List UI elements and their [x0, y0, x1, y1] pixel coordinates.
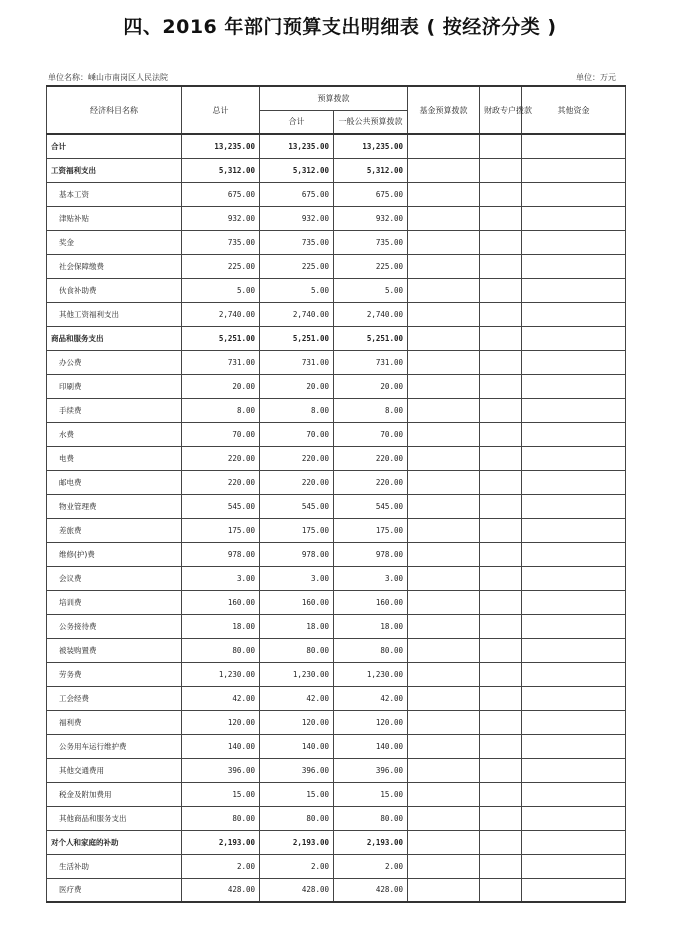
row-name-cell: 伙食补助费 [47, 278, 182, 302]
row-total-cell: 140.00 [182, 734, 260, 758]
row-fund-budget-cell [408, 782, 480, 806]
header-other-funds: 其他资金 [522, 86, 626, 134]
row-total-cell: 2.00 [182, 854, 260, 878]
row-fiscal-special-cell [480, 326, 522, 350]
table-row [47, 182, 626, 206]
row-other-funds-cell [522, 158, 626, 182]
row-total-cell: 2,193.00 [182, 830, 260, 854]
table-row [47, 710, 626, 734]
row-appropriation-total-cell: 932.00 [260, 206, 334, 230]
table-row [47, 806, 626, 830]
row-appropriation-total-cell: 5,312.00 [260, 158, 334, 182]
row-fiscal-special-cell [480, 134, 522, 158]
row-appropriation-total-cell: 2,740.00 [260, 302, 334, 326]
row-fiscal-special-cell [480, 614, 522, 638]
table-row [47, 590, 626, 614]
row-fund-budget-cell [408, 206, 480, 230]
row-fund-budget-cell [408, 518, 480, 542]
row-name-cell: 工会经费 [47, 686, 182, 710]
row-total-cell: 5.00 [182, 278, 260, 302]
row-fiscal-special-cell [480, 758, 522, 782]
row-other-funds-cell [522, 686, 626, 710]
row-fund-budget-cell [408, 182, 480, 206]
row-other-funds-cell [522, 398, 626, 422]
row-name-cell: 电费 [47, 446, 182, 470]
row-fund-budget-cell [408, 590, 480, 614]
row-fiscal-special-cell [480, 806, 522, 830]
header-general-public: 一般公共预算拨款 [334, 110, 408, 134]
row-general-public-cell: 13,235.00 [334, 134, 408, 158]
row-name-cell: 生活补助 [47, 854, 182, 878]
row-other-funds-cell [522, 254, 626, 278]
row-other-funds-cell [522, 494, 626, 518]
header-fund-budget: 基金预算拨款 [408, 86, 480, 134]
row-fund-budget-cell [408, 542, 480, 566]
row-appropriation-total-cell: 220.00 [260, 470, 334, 494]
table-row [47, 782, 626, 806]
row-fiscal-special-cell [480, 350, 522, 374]
row-fund-budget-cell [408, 134, 480, 158]
row-total-cell: 5,251.00 [182, 326, 260, 350]
row-name-cell: 手续费 [47, 398, 182, 422]
table-row [47, 254, 626, 278]
row-fiscal-special-cell [480, 254, 522, 278]
header-name: 经济科目名称 [47, 86, 182, 134]
row-appropriation-total-cell: 731.00 [260, 350, 334, 374]
row-fiscal-special-cell [480, 782, 522, 806]
row-fund-budget-cell [408, 830, 480, 854]
row-general-public-cell: 5.00 [334, 278, 408, 302]
row-other-funds-cell [522, 278, 626, 302]
row-other-funds-cell [522, 302, 626, 326]
row-total-cell: 15.00 [182, 782, 260, 806]
row-fiscal-special-cell [480, 374, 522, 398]
table-header [47, 86, 626, 134]
row-fiscal-special-cell [480, 518, 522, 542]
row-general-public-cell: 80.00 [334, 806, 408, 830]
row-fiscal-special-cell [480, 686, 522, 710]
row-total-cell: 225.00 [182, 254, 260, 278]
table-row [47, 566, 626, 590]
row-appropriation-total-cell: 140.00 [260, 734, 334, 758]
row-appropriation-total-cell: 5,251.00 [260, 326, 334, 350]
row-fiscal-special-cell [480, 422, 522, 446]
row-fund-budget-cell [408, 710, 480, 734]
row-appropriation-total-cell: 160.00 [260, 590, 334, 614]
row-other-funds-cell [522, 374, 626, 398]
row-total-cell: 8.00 [182, 398, 260, 422]
row-fiscal-special-cell [480, 710, 522, 734]
row-general-public-cell: 120.00 [334, 710, 408, 734]
row-fund-budget-cell [408, 446, 480, 470]
row-other-funds-cell [522, 758, 626, 782]
row-fiscal-special-cell [480, 638, 522, 662]
row-other-funds-cell [522, 542, 626, 566]
row-name-cell: 差旅费 [47, 518, 182, 542]
row-fund-budget-cell [408, 326, 480, 350]
row-general-public-cell: 70.00 [334, 422, 408, 446]
row-general-public-cell: 220.00 [334, 470, 408, 494]
row-total-cell: 675.00 [182, 182, 260, 206]
row-name-cell: 对个人和家庭的补助 [47, 830, 182, 854]
row-fiscal-special-cell [480, 566, 522, 590]
row-appropriation-total-cell: 70.00 [260, 422, 334, 446]
row-general-public-cell: 545.00 [334, 494, 408, 518]
table-row [47, 470, 626, 494]
category-row [47, 158, 626, 182]
row-general-public-cell: 932.00 [334, 206, 408, 230]
row-fiscal-special-cell [480, 734, 522, 758]
table-row [47, 758, 626, 782]
row-other-funds-cell [522, 590, 626, 614]
table-row [47, 302, 626, 326]
row-other-funds-cell [522, 350, 626, 374]
row-appropriation-total-cell: 5.00 [260, 278, 334, 302]
row-fiscal-special-cell [480, 470, 522, 494]
row-fund-budget-cell [408, 302, 480, 326]
row-fund-budget-cell [408, 638, 480, 662]
row-appropriation-total-cell: 428.00 [260, 878, 334, 902]
table-row [47, 374, 626, 398]
table-row [47, 398, 626, 422]
row-fiscal-special-cell [480, 830, 522, 854]
row-appropriation-total-cell: 225.00 [260, 254, 334, 278]
row-name-cell: 会议费 [47, 566, 182, 590]
row-total-cell: 42.00 [182, 686, 260, 710]
row-name-cell: 工资福利支出 [47, 158, 182, 182]
row-name-cell: 水费 [47, 422, 182, 446]
row-total-cell: 396.00 [182, 758, 260, 782]
row-name-cell: 物业管理费 [47, 494, 182, 518]
row-other-funds-cell [522, 854, 626, 878]
row-fund-budget-cell [408, 254, 480, 278]
row-appropriation-total-cell: 80.00 [260, 806, 334, 830]
row-total-cell: 220.00 [182, 446, 260, 470]
row-total-cell: 545.00 [182, 494, 260, 518]
row-general-public-cell: 396.00 [334, 758, 408, 782]
table-row [47, 446, 626, 470]
row-other-funds-cell [522, 326, 626, 350]
row-general-public-cell: 3.00 [334, 566, 408, 590]
row-appropriation-total-cell: 120.00 [260, 710, 334, 734]
row-appropriation-total-cell: 20.00 [260, 374, 334, 398]
row-total-cell: 735.00 [182, 230, 260, 254]
row-total-cell: 80.00 [182, 806, 260, 830]
row-fiscal-special-cell [480, 158, 522, 182]
row-total-cell: 1,230.00 [182, 662, 260, 686]
row-other-funds-cell [522, 806, 626, 830]
row-fiscal-special-cell [480, 230, 522, 254]
row-general-public-cell: 225.00 [334, 254, 408, 278]
row-total-cell: 13,235.00 [182, 134, 260, 158]
row-fiscal-special-cell [480, 494, 522, 518]
row-total-cell: 731.00 [182, 350, 260, 374]
header-appropriation-total: 合计 [260, 110, 334, 134]
header-appropriation-group: 预算拨款 [260, 86, 408, 110]
row-fund-budget-cell [408, 350, 480, 374]
row-total-cell: 2,740.00 [182, 302, 260, 326]
table-row [47, 878, 626, 902]
row-other-funds-cell [522, 830, 626, 854]
row-fiscal-special-cell [480, 302, 522, 326]
row-general-public-cell: 5,312.00 [334, 158, 408, 182]
row-appropriation-total-cell: 2.00 [260, 854, 334, 878]
row-appropriation-total-cell: 2,193.00 [260, 830, 334, 854]
row-general-public-cell: 735.00 [334, 230, 408, 254]
page-title: 四、2016 年部门预算支出明细表 ( 按经济分类 ) [123, 16, 557, 38]
row-general-public-cell: 731.00 [334, 350, 408, 374]
row-general-public-cell: 220.00 [334, 446, 408, 470]
row-other-funds-cell [522, 710, 626, 734]
row-total-cell: 978.00 [182, 542, 260, 566]
row-fund-budget-cell [408, 422, 480, 446]
row-fiscal-special-cell [480, 662, 522, 686]
row-name-cell: 奖金 [47, 230, 182, 254]
row-fund-budget-cell [408, 854, 480, 878]
table-row [47, 350, 626, 374]
row-general-public-cell: 8.00 [334, 398, 408, 422]
total-row [47, 134, 626, 158]
row-total-cell: 18.00 [182, 614, 260, 638]
row-other-funds-cell [522, 518, 626, 542]
row-appropriation-total-cell: 8.00 [260, 398, 334, 422]
row-appropriation-total-cell: 3.00 [260, 566, 334, 590]
table-row [47, 662, 626, 686]
row-name-cell: 公务用车运行维护费 [47, 734, 182, 758]
table-row [47, 518, 626, 542]
row-appropriation-total-cell: 396.00 [260, 758, 334, 782]
row-name-cell: 医疗费 [47, 878, 182, 902]
row-fund-budget-cell [408, 806, 480, 830]
row-fund-budget-cell [408, 398, 480, 422]
row-general-public-cell: 675.00 [334, 182, 408, 206]
row-total-cell: 20.00 [182, 374, 260, 398]
unit-name-label: 单位名称：嵊山市南岗区人民法院 [48, 73, 168, 82]
row-fund-budget-cell [408, 566, 480, 590]
table-row [47, 494, 626, 518]
row-general-public-cell: 18.00 [334, 614, 408, 638]
table-row [47, 854, 626, 878]
row-name-cell: 印刷费 [47, 374, 182, 398]
row-name-cell: 津贴补贴 [47, 206, 182, 230]
row-name-cell: 其他商品和服务支出 [47, 806, 182, 830]
row-other-funds-cell [522, 734, 626, 758]
row-appropriation-total-cell: 545.00 [260, 494, 334, 518]
row-fund-budget-cell [408, 470, 480, 494]
row-name-cell: 维修(护)费 [47, 542, 182, 566]
row-general-public-cell: 80.00 [334, 638, 408, 662]
row-fiscal-special-cell [480, 398, 522, 422]
row-name-cell: 公务接待费 [47, 614, 182, 638]
row-fiscal-special-cell [480, 206, 522, 230]
row-total-cell: 175.00 [182, 518, 260, 542]
row-other-funds-cell [522, 614, 626, 638]
row-general-public-cell: 2,740.00 [334, 302, 408, 326]
row-general-public-cell: 5,251.00 [334, 326, 408, 350]
row-other-funds-cell [522, 638, 626, 662]
row-general-public-cell: 1,230.00 [334, 662, 408, 686]
row-other-funds-cell [522, 470, 626, 494]
row-general-public-cell: 15.00 [334, 782, 408, 806]
row-other-funds-cell [522, 182, 626, 206]
row-general-public-cell: 175.00 [334, 518, 408, 542]
row-fund-budget-cell [408, 758, 480, 782]
row-name-cell: 培训费 [47, 590, 182, 614]
row-fund-budget-cell [408, 158, 480, 182]
row-name-cell: 商品和服务支出 [47, 326, 182, 350]
budget-table [46, 85, 626, 903]
row-appropriation-total-cell: 175.00 [260, 518, 334, 542]
category-row [47, 830, 626, 854]
table-row [47, 686, 626, 710]
row-name-cell: 被装购置费 [47, 638, 182, 662]
row-name-cell: 其他交通费用 [47, 758, 182, 782]
table-row [47, 638, 626, 662]
row-other-funds-cell [522, 446, 626, 470]
row-appropriation-total-cell: 735.00 [260, 230, 334, 254]
row-name-cell: 劳务费 [47, 662, 182, 686]
row-appropriation-total-cell: 13,235.00 [260, 134, 334, 158]
row-name-cell: 福利费 [47, 710, 182, 734]
row-fiscal-special-cell [480, 446, 522, 470]
row-other-funds-cell [522, 206, 626, 230]
row-total-cell: 932.00 [182, 206, 260, 230]
row-name-cell: 邮电费 [47, 470, 182, 494]
row-appropriation-total-cell: 1,230.00 [260, 662, 334, 686]
table-row [47, 422, 626, 446]
row-appropriation-total-cell: 220.00 [260, 446, 334, 470]
row-fund-budget-cell [408, 230, 480, 254]
table-row [47, 542, 626, 566]
row-total-cell: 160.00 [182, 590, 260, 614]
row-fund-budget-cell [408, 734, 480, 758]
row-fund-budget-cell [408, 374, 480, 398]
row-name-cell: 税金及附加费用 [47, 782, 182, 806]
row-appropriation-total-cell: 42.00 [260, 686, 334, 710]
row-other-funds-cell [522, 134, 626, 158]
row-total-cell: 120.00 [182, 710, 260, 734]
unit-of-measure-label: 单位：万元 [576, 73, 616, 82]
row-total-cell: 428.00 [182, 878, 260, 902]
row-total-cell: 220.00 [182, 470, 260, 494]
header-total: 总计 [182, 86, 260, 134]
row-name-cell: 社会保障缴费 [47, 254, 182, 278]
row-fiscal-special-cell [480, 182, 522, 206]
row-total-cell: 5,312.00 [182, 158, 260, 182]
row-appropriation-total-cell: 80.00 [260, 638, 334, 662]
row-appropriation-total-cell: 978.00 [260, 542, 334, 566]
row-other-funds-cell [522, 566, 626, 590]
row-fund-budget-cell [408, 614, 480, 638]
row-fiscal-special-cell [480, 590, 522, 614]
row-general-public-cell: 42.00 [334, 686, 408, 710]
row-general-public-cell: 2.00 [334, 854, 408, 878]
row-general-public-cell: 20.00 [334, 374, 408, 398]
row-other-funds-cell [522, 422, 626, 446]
table-row [47, 206, 626, 230]
row-general-public-cell: 978.00 [334, 542, 408, 566]
category-row [47, 326, 626, 350]
row-general-public-cell: 2,193.00 [334, 830, 408, 854]
row-appropriation-total-cell: 18.00 [260, 614, 334, 638]
row-fiscal-special-cell [480, 278, 522, 302]
row-appropriation-total-cell: 675.00 [260, 182, 334, 206]
row-total-cell: 70.00 [182, 422, 260, 446]
table-row [47, 230, 626, 254]
table-row [47, 614, 626, 638]
row-other-funds-cell [522, 782, 626, 806]
row-general-public-cell: 428.00 [334, 878, 408, 902]
row-fund-budget-cell [408, 494, 480, 518]
row-other-funds-cell [522, 230, 626, 254]
table-body [47, 134, 626, 902]
row-fund-budget-cell [408, 686, 480, 710]
row-other-funds-cell [522, 662, 626, 686]
row-name-cell: 办公费 [47, 350, 182, 374]
table-row [47, 278, 626, 302]
table-row [47, 734, 626, 758]
row-name-cell: 基本工资 [47, 182, 182, 206]
row-fund-budget-cell [408, 278, 480, 302]
row-fund-budget-cell [408, 662, 480, 686]
header-fiscal-special: 财政专户拨款 [480, 86, 522, 134]
row-other-funds-cell [522, 878, 626, 902]
row-general-public-cell: 140.00 [334, 734, 408, 758]
row-total-cell: 80.00 [182, 638, 260, 662]
row-fund-budget-cell [408, 878, 480, 902]
row-total-cell: 3.00 [182, 566, 260, 590]
row-appropriation-total-cell: 15.00 [260, 782, 334, 806]
row-fiscal-special-cell [480, 878, 522, 902]
row-general-public-cell: 160.00 [334, 590, 408, 614]
row-name-cell: 其他工资福利支出 [47, 302, 182, 326]
row-name-cell: 合计 [47, 134, 182, 158]
row-fiscal-special-cell [480, 542, 522, 566]
row-fiscal-special-cell [480, 854, 522, 878]
